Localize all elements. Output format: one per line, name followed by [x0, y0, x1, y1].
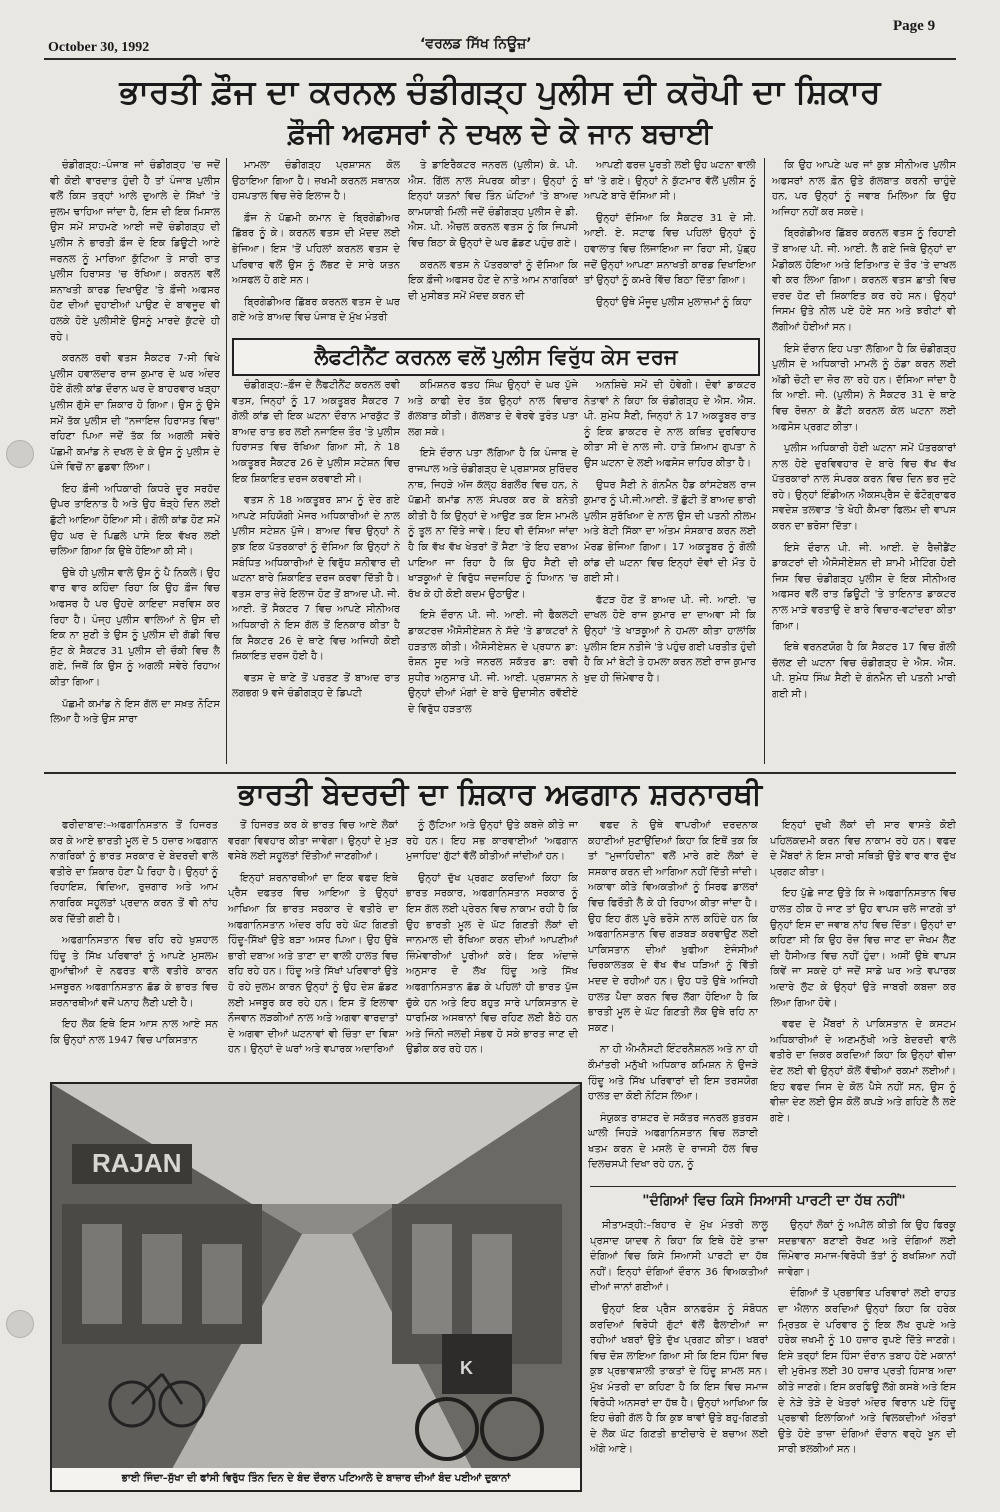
paragraph: ਫਰੀਦਾਬਾਦ:–ਅਫਗਾਨਿਸਤਾਨ ਤੋਂ ਹਿਜਰਤ ਕਰ ਕੇ ਆਏ ਭਾਰਤੀ ਮੂਲ ਦੇ 5 ਹਜ਼ਾਰ ਅਫਗਾਨ ਨਾਗਰਿਕਾਂ ਨੂੰ ਭਾਰਤ ਸਰਕਾਰ ਦੇ ਬੇਦਰਦੀ ਵਾਲੇ ਵਤੀਰੇ ਦਾ ਸ਼ਿਕਾਰ ਹੋਣਾ ਪੈ ਰਿਹਾ ਹੈ। ਉਨ੍ਹਾਂ ਨੂੰ ਰਿਹਾਇਸ਼, ਵਿਦਿਆ, ਰੁਜ਼ਗਾਰ ਅਤੇ ਆਮ ਨਾਗਰਿਕ ਸਹੂਲਤਾਂ ਪ੍ਰਦਾਨ ਕਰਨ ਤੋਂ ਵੀ ਨਾਂਹ ਕਰ ਦਿੱਤੀ ਗਈ ਹੈ।	[50, 820, 218, 925]
street-photo	[50, 1082, 582, 1471]
paragraph: ਇਹ ਫ਼ੌਜੀ ਅਧਿਕਾਰੀ ਕਿਧਰੇ ਦੂਰ ਸਰਹੱਦ ਉਪਰ ਤਾਇਨਾਤ ਹੈ ਅਤੇ ਉਹ ਥੋੜ੍ਹੇ ਦਿਨ ਲਈ ਛੁੱਟੀ ਆਇਆ ਹੋਇਆ ਸੀ। ਗੋਲੀ ਕਾਂਡ ਹੋਣ ਸਮੇਂ ਉਹ ਘਰ ਦੇ ਪਿਛਲੇ ਪਾਸੇ ਇਕ ਵੱਖਰ ਲਈ ਚਲਿਆ ਗਿਆ ਕਿ ਉਥੇ ਹੋਇਆ ਕੀ ਸੀ।	[50, 483, 220, 558]
paragraph: ਉਨ੍ਹਾਂ ਉਥੇ ਮੌਜੂਦ ਪੁਲੀਸ ਮੁਲਾਜ਼ਮਾਂ ਨੂੰ ਕਿਹਾ	[596, 296, 752, 308]
header-rule	[44, 58, 956, 60]
column-rule	[764, 158, 765, 764]
paragraph: ਇਹ ਲੋਕ ਇਥੇ ਇਸ ਆਸ ਨਾਲ ਆਏ ਸਨ ਕਿ ਉਨ੍ਹਾਂ ਨਾਲ 1947 ਵਿਚ ਪਾਕਿਸਤਾਨ	[50, 1019, 218, 1046]
column-rule	[226, 158, 227, 764]
story3-col3	[406, 818, 578, 1074]
paragraph: ਵਫਦ ਦੇ ਮੈਂਬਰਾਂ ਨੇ ਪਾਕਿਸਤਾਨ ਦੇ ਕਸਟਮ ਅਧਿਕਾਰੀਆਂ ਦੇ ਅਣਮਨੁੱਖੀ ਅਤੇ ਬੇਦਰਦੀ ਵਾਲੇ ਵਤੀਰੇ ਦਾ ਜ਼ਿਕਰ ਕਰਦਿਆਂ ਕਿਹਾ ਕਿ ਉਨ੍ਹਾਂ ਵੀਜ਼ਾ ਦੇਣ ਲਈ ਵੀ ਉਨ੍ਹਾਂ ਕੋਲੋਂ ਵੱਢੀਆਂ ਰਕਮਾਂ ਲਈਆਂ। ਇਹ ਵਫਦ ਜਿਸ ਦੇ ਕੋਲ ਪੈਸੇ ਨਹੀਂ ਸਨ, ਉਸ ਨੂੰ ਵੀਜ਼ਾ ਦੇਣ ਲਈ ਉਸ ਕੋਲੋਂ ਕਪੜੇ ਅਤੇ ਗਹਿਣੇ ਲੈ ਲਏ ਗਏ।	[770, 1019, 956, 1124]
paragraph: ਦੰਗਿਆਂ ਤੋਂ ਪ੍ਰਭਾਵਿਤ ਪਰਿਵਾਰਾਂ ਲਈ ਰਾਹਤ ਦਾ ਐਲਾਨ ਕਰਦਿਆਂ ਉਨ੍ਹਾਂ ਕਿਹਾ ਕਿ ਹਰੇਕ ਮ੍ਰਿਤਕ ਦੇ ਪਰਿਵਾਰ ਨੂੰ ਇਕ ਲੱਖ ਰੁਪਏ ਅਤੇ ਹਰੇਕ ਜ਼ਖਮੀ ਨੂੰ 10 ਹਜ਼ਾਰ ਰੁਪਏ ਦਿੱਤੇ ਜਾਣਗੇ। ਇਸੇ ਤਰ੍ਹਾਂ ਇਸ ਹਿੰਸਾ ਦੌਰਾਨ ਤਬਾਹ ਹੋਏ ਮਕਾਨਾਂ ਦੀ ਮੁਰੰਮਤ ਲਈ 30 ਹਜ਼ਾਰ ਪ੍ਰਤੀ ਹਿਸਾਬ ਅਦਾ ਕੀਤੇ ਜਾਣਗੇ। ਇਸ ਕਰਫਿਊ ਲੱਗੇ ਕਸਬੇ ਅਤੇ ਇਸ ਦੇ ਨੇੜੇ ਤੇੜੇ ਦੇ ਖੇਤਰਾਂ ਅੰਦਰ ਵਿਰਾਨ ਪਏ ਹਿੰਦੂ ਪ੍ਰਭਾਵੀ ਇਲਾਕਿਆਂ ਅਤੇ ਵਿਲਕਦੀਆਂ ਔਰਤਾਂ ਉਤੇ ਹੋਏ ਤਾਜ਼ਾ ਦੰਗਿਆਂ ਦੌਰਾਨ ਵਰ੍ਹੇ ਖੂਨ ਦੀ ਸਾਰੀ ਝਲਕੀਆਂ ਸਨ।	[778, 1288, 956, 1456]
paragraph: ਪੁਲੀਸ ਅਧਿਕਾਰੀ ਹੋਈ ਘਟਨਾ ਸਮੇਂ ਪੱਤਰਕਾਰਾਂ ਨਾਲ ਹੋਏ ਦੁਰਵਿਵਹਾਰ ਦੇ ਬਾਰੇ ਵਿਚ ਵੱਖ ਵੱਖ ਪੱਤਰਕਾਰਾਂ ਨਾਲ ਸੰਪਰਕ ਕਰਨ ਵਿਚ ਦਿਨ ਭਰ ਜੁਟੇ ਰਹੇ। ਉਨ੍ਹਾਂ ਇੰਡੀਅਨ ਐਕਸਪ੍ਰੈਸ ਦੇ ਫੋਟੋਗ੍ਰਾਫਰ ਸਵਦੇਸ਼ ਤਲਵਾੜ 'ਤੇ ਖੋਹੀ ਕੈਮਰਾ ਫਿਲਮ ਦੀ ਵਾਪਸ ਕਰਨ ਦਾ ਭਰੋਸਾ ਦਿੱਤਾ।	[772, 443, 956, 533]
story3-col4	[588, 818, 758, 1184]
paragraph: ਕਰਨਲ ਵਤਸ ਨੇ ਪੱਤਰਕਾਰਾਂ ਨੂੰ ਦੱਸਿਆ ਕਿ ਇਕ ਫ਼ੌਜੀ ਅਫਸਰ ਹੋਣ ਦੇ ਨਾਤੇ ਆਮ ਨਾਗਰਿਕਾਂ ਦੀ ਮੁਸੀਬਤ ਸਮੇਂ ਮੱਦਦ ਕਰਨ ਦੀ	[408, 259, 578, 302]
story1-col2	[232, 158, 400, 334]
paragraph: ਬ੍ਰਿਗੇਡੀਅਰ ਛਿੱਬਰ ਕਰਨਲ ਵਤਸ ਦੇ ਘਰ ਗਏ ਅਤੇ ਬਾਅਦ ਵਿਚ ਪੰਜਾਬ ਦੇ ਮੁੱਖ ਮੰਤਰੀ	[232, 296, 400, 324]
story3-headline: ਭਾਰਤੀ ਬੇਦਰਦੀ ਦਾ ਸ਼ਿਕਾਰ ਅਫਗਾਨ ਸ਼ਰਨਾਰਥੀ	[238, 777, 762, 812]
paragraph: ਤੋਂ ਹਿਜਰਤ ਕਰ ਕੇ ਭਾਰਤ ਵਿਚ ਆਏ ਲੋਕਾਂ ਵਰਗਾ ਵਿਵਹਾਰ ਕੀਤਾ ਜਾਵੇਗਾ। ਉਨ੍ਹਾਂ ਦੇ ਮੁੜ ਵਸੇਬੇ ਲਈ ਸਹੂਲਤਾਂ ਦਿੱਤੀਆਂ ਜਾਣਗੀਆਂ।	[228, 820, 398, 863]
paragraph: ਇਨ੍ਹਾਂ ਦੁਖੀ ਲੋਕਾਂ ਦੀ ਸਾਰ ਵਾਸਤੇ ਕੋਈ ਪਹਿਲਕਦਮੀ ਕਰਨ ਵਿਚ ਨਾਕਾਮ ਰਹੇ ਹਨ। ਵਫਦ ਦੇ ਮੈਂਬਰਾਂ ਨੇ ਇਸ ਸਾਰੀ ਸਥਿਤੀ ਉਤੇ ਵਾਰ ਵਾਰ ਦੁੱਖ ਪ੍ਰਗਟ ਕੀਤਾ।	[770, 820, 956, 878]
paragraph: ਇਸੇ ਦੌਰਾਨ ਪੀ. ਜੀ. ਆਈ. ਜੀ ਫੈਕਲਟੀ ਡਾਕਟਰਜ਼ ਐਸੋਸੀਏਸ਼ਨ ਨੇ ਸੱਦੇ 'ਤੇ ਡਾਕਟਰਾਂ ਨੇ ਹੜਤਾਲ ਕੀਤੀ। ਐਸੋਸੀਏਸ਼ਨ ਦੇ ਪ੍ਰਧਾਨ ਡਾ: ਰੋਸ਼ਨ ਸੂਦ ਅਤੇ ਜਨਰਲ ਸਕੱਤਰ ਡਾ: ਰਵੀ ਸੁਧੀਰ ਅਨੁਸਾਰ ਪੀ. ਜੀ. ਆਈ. ਪ੍ਰਸ਼ਾਸਨ ਨੇ ਉਨ੍ਹਾਂ ਦੀਆਂ ਮੰਗਾਂ ਦੇ ਬਾਰੇ ਉਦਾਸੀਨ ਰਵੱਈਏ ਦੇ ਵਿਰੁੱਧ ਹੜਤਾਲ	[408, 610, 578, 715]
story2-headline: ਲੈਫਟੀਨੈਂਟ ਕਰਨਲ ਵਲੋਂ ਪੁਲੀਸ ਵਿਰੁੱਧ ਕੇਸ ਦਰਜ	[232, 338, 760, 376]
paragraph: ਉਨ੍ਹਾਂ ਦੱਸਿਆ ਕਿ ਸੈਕਟਰ 31 ਦੇ ਸੀ. ਆਈ. ਏ. ਸਟਾਫ ਵਿਚ ਪਹਿਲਾਂ ਉਨ੍ਹਾਂ ਨੂੰ ਹਵਾਲਾਤ ਵਿਚ ਲਿਜਾਇਆ ਜਾ ਰਿਹਾ ਸੀ, ਪੁੱਛ੍ਹ ਜਦੋਂ ਉਨ੍ਹਾਂ ਆਪਣਾ ਸ਼ਨਾਖਤੀ ਕਾਰਡ ਦਿਖਾਇਆ ਤਾਂ ਉਨ੍ਹਾਂ ਨੂੰ ਕਮਰੇ ਵਿੱਚ ਬਿਠਾ ਦਿੱਤਾ ਗਿਆ।	[584, 212, 756, 287]
story4-headline: "ਦੰਗਿਆਂ ਵਿਚ ਕਿਸੇ ਸਿਆਸੀ ਪਾਰਟੀ ਦਾ ਹੱਥ ਨਹੀਂ"	[642, 1193, 906, 1209]
story2-col2	[408, 378, 578, 778]
paragraph: ਇਸੇ ਦੌਰਾਨ ਇਹ ਪਤਾ ਲੱਗਿਆ ਹੈ ਕਿ ਚੰਡੀਗੜ੍ਹ ਪੁਲੀਸ ਦੇ ਅਧਿਕਾਰੀ ਮਾਮਲੇ ਨੂੰ ਠੰਡਾ ਕਰਨ ਲਈ ਅੱਡੀ ਚੋਟੀ ਦਾ ਜ਼ੋਰ ਲਾ ਰਹੇ ਹਨ। ਦੱਸਿਆ ਜਾਂਦਾ ਹੈ ਕਿ ਆਈ. ਜੀ. (ਪੁਲੀਸ) ਨੇ ਸੈਕਟਰ 31 ਦੇ ਥਾਣੇ ਵਿਚ ਰੋਜ਼ਨਾ ਕੇ ਡੈਂਟੀ ਕਰਨਲ ਕੋਲ ਘਟਨਾ ਲਈ ਅਫਸੋਸ ਪ੍ਰਗਟ ਕੀਤਾ।	[772, 343, 956, 433]
story3-col5	[770, 818, 956, 1184]
paragraph: ਉਨ੍ਹਾਂ ਇਕ ਪ੍ਰੈਸ ਕਾਨਫਰੰਸ ਨੂੰ ਸੰਬੋਧਨ ਕਰਦਿਆਂ ਵਿਰੋਧੀ ਗੁੱਟਾਂ ਵੱਲੋਂ ਫੈਲਾਈਆਂ ਜਾ ਰਹੀਆਂ ਖਬਰਾਂ ਉਤੇ ਦੁੱਖ ਪ੍ਰਗਟ ਕੀਤਾ। ਖਬਰਾਂ ਵਿਚ ਦੋਸ਼ ਲਾਇਆ ਗਿਆ ਸੀ ਕਿ ਇਸ ਹਿੰਸਾ ਵਿਚ ਕੁਝ ਪ੍ਰਭਾਵਸ਼ਾਲੀ ਤਾਕਤਾਂ ਦੇ ਹਿੰਦੂ ਸ਼ਾਮਲ ਸਨ। ਮੁੱਖ ਮੰਤਰੀ ਦਾ ਕਹਿਣਾ ਹੈ ਕਿ ਇਸ ਵਿਚ ਸਮਾਜ ਵਿਰੋਧੀ ਅਨਸਰਾਂ ਦਾ ਹੱਥ ਹੈ। ਉਨ੍ਹਾਂ ਆਖਿਆ ਕਿ ਇਹ ਚੰਗੀ ਗੱਲ ਹੈ ਕਿ ਕੁਝ ਥਾਵਾਂ ਉਤੇ ਬਹੁ-ਗਿਣਤੀ ਦੇ ਲੋਕ ਘੱਟ ਗਿਣਤੀ ਭਾਈਚਾਰੇ ਦੇ ਬਚਾਅ ਲਈ ਅੱਗੇ ਆਏ।	[590, 1303, 768, 1456]
paragraph: ਚੰਡੀਗੜ੍ਹ:–ਪੰਜਾਬ ਜਾਂ ਚੰਡੀਗੜ੍ਹ 'ਚ ਜਦੋਂ ਵੀ ਕੋਈ ਵਾਰਦਾਤ ਹੁੰਦੀ ਹੈ ਤਾਂ ਪੰਜਾਬ ਪੁਲੀਸ ਵਲੋਂ ਕਿਸ ਤਰ੍ਹਾਂ ਆਲੇ ਦੁਆਲੇ ਦੇ ਸਿੱਖਾਂ 'ਤੇ ਜ਼ੁਲਮ ਢਾਹਿਆ ਜਾਂਦਾ ਹੈ, ਇਸ ਦੀ ਇਕ ਮਿਸਾਲ ਉਸ ਸਮੇਂ ਸਾਹਮਣੇ ਆਈ ਜਦੋਂ ਚੰਡੀਗੜ੍ਹ ਦੀ ਪੁਲੀਸ ਨੇ ਭਾਰਤੀ ਫ਼ੌਜ ਦੇ ਇਕ ਡਿਊਟੀ ਆਏ ਜਰਨਲ ਨੂੰ ਮਾਰਿਆ ਕੁੱਟਿਆ ਤੇ ਸਾਰੀ ਰਾਤ ਪੁਲੀਸ ਹਿਰਾਸਤ 'ਚ ਰੱਖਿਆ। ਕਰਨਲ ਵਲੋਂ ਸ਼ਨਾਖਤੀ ਕਾਰਡ ਦਿਖਾਉਣ 'ਤੇ ਫ਼ੌਜੀ ਅਫਸਰ ਹੋਣ ਦੀਆਂ ਦੁਹਾਈਆਂ ਪਾਉਣ ਦੇ ਬਾਵਜੂਦ ਵੀ ਹਲਕੇ ਹੋਏ ਪੁਲੀਸੀਏ ਉਸਨੂੰ ਮਾਰਦੇ ਕੁੱਟਦੇ ਹੀ ਰਹੇ।	[50, 160, 220, 343]
paragraph: ਵਫਦ ਨੇ ਉਥੇ ਵਾਪਰੀਆਂ ਦਰਦਨਾਕ ਕਹਾਣੀਆਂ ਸੁਣਾਉਂਦਿਆਂ ਕਿਹਾ ਕਿ ਇਥੋਂ ਤਕ ਕਿ ਤਾਂ "ਮੁਜਾਹਿਦੀਨ" ਵਲੋਂ ਮਾਰੇ ਗਏ ਲੋਕਾਂ ਦੇ ਸਸਕਾਰ ਕਰਨ ਦੀ ਆਗਿਆ ਨਹੀਂ ਦਿੱਤੀ ਜਾਂਦੀ। ਅਕਾਵਾ ਕੀਤੇ ਵਿਅਕਤੀਆਂ ਨੂੰ ਸਿਰਫ ਡਾਲਰਾਂ ਵਿਚ ਫਿਰੌਤੀ ਲੈ ਕੇ ਹੀ ਰਿਹਾਅ ਕੀਤਾ ਜਾਂਦਾ ਹੈ। ਉਹ ਇਹ ਗੱਲ ਪੂਰੇ ਭਰੋਸੇ ਨਾਲ ਕਹਿੰਦੇ ਹਨ ਕਿ ਅਫਗਾਨਿਸਤਾਨ ਵਿਚ ਗੜਬੜ ਕਰਵਾਉਣ ਲਈ ਪਾਕਿਸਤਾਨ ਦੀਆਂ ਖੁਫੀਆ ਏਜੰਸੀਆਂ ਚਿਰਕਾਲਤਕ ਦੇ ਵੱਖ ਵੱਖ ਧੜਿਆਂ ਨੂੰ ਵਿੱਤੀ ਮਦਦ ਦੇ ਰਹੀਆਂ ਹਨ। ਉਹ ਧਤੋ ਉਥੇ ਅਜਿਹੀ ਹਾਲਤ ਪੈਦਾ ਕਰਨ ਵਿਚ ਲੱਗਾ ਹੋਇਆ ਹੈ ਕਿ ਭਾਰਤੀ ਮੂਲ ਦੇ ਘੱਟ ਗਿਣਤੀ ਲੋਕ ਉਥੇ ਰਹਿ ਨਾ ਸਕਣ।	[588, 820, 758, 1034]
paragraph: ਕਰਨਲ ਰਵੀ ਵਤਸ ਸੈਕਟਰ 7-ਸੀ ਵਿਖੇ ਪੁਲੀਸ ਹਵਾਲਦਾਰ ਰਾਜ ਕੁਮਾਰ ਦੇ ਘਰ ਅੰਦਰ ਹੋਏ ਗੋਲੀ ਕਾਂਡ ਦੌਰਾਨ ਘਰ ਦੇ ਬਾਹਰਵਾਰ ਖੜ੍ਹਾ ਪੁਲੀਸ ਗੁੱਸੇ ਦਾ ਸ਼ਿਕਾਰ ਹੋ ਗਿਆ। ਉਸ ਨੂੰ ਉਸੇ ਸਮੇਂ ਤੱਕ ਪੁਲੀਸ ਦੀ "ਨਜਾਇਜ਼ ਹਿਰਾਸਤ ਵਿਚ" ਰਹਿਣਾ ਪਿਆ ਜਦੋਂ ਤੱਕ ਕਿ ਅਗਲੀ ਸਵੇਰੇ ਪੱਛਮੀ ਕਮਾਂਡ ਨੇ ਦਖਲ ਦੇ ਕੇ ਉਸ ਨੂੰ ਪੁਲੀਸ ਦੇ ਪੰਜੇ ਵਿਚੋਂ ਨਾ ਛੁਡਵਾ ਲਿਆ।	[50, 353, 220, 474]
binder-hole	[6, 1310, 34, 1338]
paragraph: ਤੇ ਡਾਇਰੈਕਟਰ ਜਨਰਲ (ਪੁਲੀਸ) ਕੇ. ਪੀ. ਐਸ. ਗਿੱਲ ਨਾਲ ਸੰਪਰਕ ਕੀਤਾ। ਉਨ੍ਹਾਂ ਨੂੰ ਇਨ੍ਹਾਂ ਯਤਨਾਂ ਵਿਚ ਤਿੰਨ ਘੰਟਿਆਂ 'ਤੇ ਬਾਅਦ ਕਾਮਯਾਬੀ ਮਿਲੀ ਜਦੋਂ ਚੰਡੀਗੜ੍ਹ ਪੁਲੀਸ ਦੇ ਡੀ. ਐਸ. ਪੀ. ਐਚਲ ਕਰਨਲ ਵਤਸ ਨੂੰ ਕਿ ਜਿਪਸੀ ਵਿਚ ਬਿਠਾ ਕੇ ਉਨ੍ਹਾਂ ਦੇ ਘਰ ਛੱਡਣ ਪਹੁੰਚ ਗਏ।	[408, 160, 578, 249]
paragraph: ਉਨ੍ਹਾਂ ਦੁੱਖ ਪ੍ਰਗਟ ਕਰਦਿਆਂ ਕਿਹਾ ਕਿ ਭਾਰਤ ਸਰਕਾਰ, ਅਫਗਾਨਿਸਤਾਨ ਸਰਕਾਰ ਨੂੰ ਇਸ ਗੱਲ ਲਈ ਪ੍ਰੇਰਨ ਵਿਚ ਨਾਕਾਮ ਰਹੀ ਹੈ ਕਿ ਉਹ ਭਾਰਤੀ ਮੂਲ ਦੇ ਘੱਟ ਗਿਣਤੀ ਲੋਕਾਂ ਦੀ ਜਾਨਮਾਲ ਦੀ ਰੱਖਿਆ ਕਰਨ ਦੀਆਂ ਆਪਣੀਆਂ ਜ਼ਿੰਮੇਵਾਰੀਆਂ ਪੂਰੀਆਂ ਕਰੇ। ਇਕ ਅੰਦਾਜ਼ੇ ਅਨੁਸਾਰ ਦੋ ਲੱਖ ਹਿੰਦੂ ਅਤੇ ਸਿੱਖ ਅਫਗਾਨਿਸਤਾਨ ਛੱਡ ਕੇ ਪਹਿਲਾਂ ਹੀ ਭਾਰਤ ਪੁੱਜ ਚੁੱਕੇ ਹਨ ਅਤੇ ਇਹ ਬਹੁਤ ਸਾਰੇ ਪਾਕਿਸਤਾਨ ਦੇ ਧਾਰਮਿਕ ਅਸਥਾਨਾਂ ਵਿਚ ਰਹਿਣ ਲਈ ਬੈਠੇ ਹਨ ਅਤੇ ਜਿੰਨੀ ਜਲਦੀ ਸੰਭਵ ਹੋ ਸਕੇ ਭਾਰਤ ਜਾਣ ਦੀ ਉਡੀਕ ਕਰ ਰਹੇ ਹਨ।	[406, 872, 578, 1056]
issue-date: October 30, 1992	[48, 40, 150, 55]
story1-col1	[50, 158, 220, 764]
paragraph: ਨਾ ਹੀ ਐਮਨੈਸਟੀ ਇੰਟਰਨੈਸ਼ਨਲ ਅਤੇ ਨਾ ਹੀ ਕੌਮਾਂਤਰੀ ਮਨੁੱਖੀ ਅਧਿਕਾਰ ਕਮਿਸ਼ਨ ਨੇ ਉਜੜੇ ਹਿੰਦੂ ਅਤੇ ਸਿੱਖ ਪਰਿਵਾਰਾਂ ਦੀ ਇਸ ਤਰਸਯੋਗ ਹਾਲਤ ਦਾ ਕੋਈ ਨੋਟਿਸ ਲਿਆ।	[588, 1044, 758, 1103]
story1-col3	[408, 158, 578, 334]
paragraph: ਉਧਰ ਸੈਣੀ ਨੇ ਗੰਨਮੈਨ ਹੈਡ ਕਾਂਸਟੇਬਲ ਰਾਜ ਕੁਮਾਰ ਨੂੰ ਪੀ.ਜੀ.ਆਈ. ਤੋਂ ਛੁੱਟੀ ਤੋਂ ਬਾਅਦ ਭਾਰੀ ਪੁਲੀਸ ਸੁਰੱਖਿਆ ਦੇ ਨਾਲ ਉਸ ਦੀ ਪਤਨੀ ਨੀਲਮ ਅਤੇ ਬੇਟੀ ਸਿੱਕਾ ਦਾ ਅੰਤਮ ਸੰਸਕਾਰ ਕਰਨ ਲਈ ਮੋਰਡ ਭੇਜਿਆ ਗਿਆ। 17 ਅਕਤੂਬਰ ਨੂੰ ਗੋਲੀ ਕਾਂਡ ਦੀ ਘਟਨਾ ਵਿਚ ਇਨ੍ਹਾਂ ਦੋਵਾਂ ਦੀ ਮੌਤ ਹੋ ਗਈ ਸੀ।	[584, 479, 756, 585]
rickshaw-plate-text: K	[460, 1358, 473, 1378]
binder-hole	[6, 440, 34, 468]
story3-col2	[228, 818, 398, 1074]
paragraph: ਬ੍ਰਿਗੇਡੀਅਰ ਛਿੱਬਰ ਕਰਨਲ ਵਤਸ ਨੂੰ ਰਿਹਾਈ ਤੋਂ ਬਾਅਦ ਪੀ. ਜੀ. ਆਈ. ਲੈ ਗਏ ਜਿਥੇ ਉਨ੍ਹਾਂ ਦਾ ਮੈਡੀਕਲ ਹੋਇਆ ਅਤੇ ਇਤਿਆਤ ਦੇ ਤੌਰ 'ਤੇ ਦਾਖਲ ਵੀ ਕਰ ਲਿਆ ਗਿਆ। ਕਰਨਲ ਵਤਸ ਛਾਤੀ ਵਿਚ ਦਰਦ ਹੋਣ ਦੀ ਸ਼ਿਕਾਇਤ ਕਰ ਰਹੇ ਸਨ। ਉਨ੍ਹਾਂ ਜਿਸਮ ਉਤੇ ਨੀਲ ਪਏ ਹੋਏ ਸਨ ਅਤੇ ਝਰੀਟਾਂ ਵੀ ਲੱਗੀਆਂ ਹੋਈਆਂ ਸਨ।	[772, 228, 956, 333]
section-rule	[590, 1186, 956, 1187]
paragraph: ਕਿ ਉਹ ਆਪਣੇ ਘਰ ਜਾਂ ਕੁਝ ਸੀਨੀਅਰ ਪੁਲੀਸ ਅਫਸਰਾਂ ਨਾਲ ਫ਼ੋਨ ਉਤੇ ਗੱਲਬਾਤ ਕਰਨੀ ਚਾਹੁੰਦੇ ਹਨ, ਪਰ ਉਨ੍ਹਾਂ ਨੂੰ ਜਵਾਬ ਮਿਲਿਆ ਕਿ ਉਹ ਅਜਿਹਾ ਨਹੀਂ ਕਰ ਸਕਦੇ।	[772, 160, 956, 218]
paragraph: ਪੱਛਮੀ ਕਮਾਂਡ ਨੇ ਇਸ ਗੱਲ ਦਾ ਸਖ਼ਤ ਨੋਟਿਸ ਲਿਆ ਹੈ ਅਤੇ ਉਸ ਸਾਰਾ	[50, 698, 220, 726]
paragraph: ਚੰਡੀਗੜ੍ਹ:–ਫ਼ੌਜ ਦੇ ਲੈਫਟੀਨੈਂਟ ਕਰਨਲ ਰਵੀ ਵਤਸ, ਜਿਨ੍ਹਾਂ ਨੂੰ 17 ਅਕਤੂਬਰ ਸੈਕਟਰ 7 ਗੋਲੀ ਕਾਂਡ ਦੀ ਇਕ ਘਟਨਾ ਦੌਰਾਨ ਮਾਰਕੁੱਟ ਤੋਂ ਬਾਅਦ ਰਾਤ ਭਰ ਲਈ ਨਜਾਇਜ਼ ਤੌਰ 'ਤੇ ਪੁਲੀਸ ਹਿਰਾਸਤ ਵਿਚ ਰੱਖਿਆ ਗਿਆ ਸੀ, ਨੇ 18 ਅਕਤੂਬਰ ਸੈਕਟਰ 26 ਦੇ ਪੁਲੀਸ ਸਟੇਸ਼ਨ ਵਿਚ ਇਕ ਸ਼ਿਕਾਇਤ ਦਰਜ ਕਰਵਾਈ ਸੀ।	[232, 380, 400, 485]
story4-col2	[778, 1218, 956, 1490]
story1-headline: ਭਾਰਤੀ ਫ਼ੌਜ ਦਾ ਕਰਨਲ ਚੰਡੀਗੜ੍ਹ ਪੁਲੀਸ ਦੀ ਕਰੋਪੀ ਦਾ ਸ਼ਿਕਾਰ	[119, 72, 881, 111]
paragraph: ਇਨ੍ਹਾਂ ਸ਼ਰਨਾਰਥੀਆਂ ਦਾ ਇਕ ਵਫਦ ਇਥੇ ਪ੍ਰੈਸ ਦਫਤਰ ਵਿਚ ਆਇਆ ਤੇ ਉਨ੍ਹਾਂ ਆਖਿਆ ਕਿ ਭਾਰਤ ਸਰਕਾਰ ਦੇ ਵਤੀਰੇ ਦਾ ਅਫਗਾਨਿਸਤਾਨ ਅੰਦਰ ਰਹਿ ਰਹੇ ਘੱਟ ਗਿਣਤੀ ਹਿੰਦੂ-ਸਿੱਖਾਂ ਉਤੇ ਬੜਾ ਅਸਰ ਪਿਆ। ਉਹ ਉਥੇ ਭਾਰੀ ਦਬਾਅ ਅਤੇ ਤਾਣਾ ਦਾ ਵਾਲੀ ਹਾਲਤ ਵਿਚ ਰਹਿ ਰਹੇ ਹਨ। ਹਿੰਦੂ ਅਤੇ ਸਿੱਖਾਂ ਪਰਿਵਾਰਾਂ ਉਤੇ ਹੋ ਰਹੇ ਜ਼ੁਲਮ ਕਾਰਨ ਉਨ੍ਹਾਂ ਨੂੰ ਉਹ ਦੇਸ਼ ਛੱਡਣ ਲਈ ਮਜਬੂਰ ਕਰ ਰਹੇ ਹਨ। ਇਸ ਤੋਂ ਇਲਾਵਾ ਨੌਜਵਾਨ ਲੜਕੀਆਂ ਨਾਲ ਅਤੇ ਅਗਵਾ ਵਾਰਦਾਤਾਂ ਦੇ ਅਗਵਾ ਦੀਆਂ ਘਟਨਾਵਾਂ ਵੀ ਚਿੰਤਾ ਦਾ ਵਿਸ਼ਾ ਹਨ। ਉਨ੍ਹਾਂ ਦੇ ਘਰਾਂ ਅਤੇ ਵਪਾਰਕ ਅਦਾਰਿਆਂ	[228, 872, 398, 1056]
story4-col1	[590, 1218, 768, 1490]
bazaar-scene-illustration	[52, 1084, 580, 1469]
story2-col3	[584, 378, 756, 778]
paragraph: ਅਨਸ਼ਿਚੇ ਸਮੇਂ ਦੀ ਹੋਵੇਗੀ। ਦੋਵਾਂ ਡਾਕਟਰ ਨੇਤਾਵਾਂ ਨੇ ਕਿਹਾ ਕਿ ਚੰਡੀਗੜ੍ਹ ਦੇ ਐਸ. ਐਸ. ਪੀ. ਸੁਮੇਧ ਸੈਣੀ, ਜਿਨ੍ਹਾਂ ਨੇ 17 ਅਕਤੂਬਰ ਰਾਤ ਨੂੰ ਇਕ ਡਾਕਟਰ ਦੇ ਨਾਲ ਕਥਿਤ ਦੁਰਵਿਹਾਰ ਕੀਤਾ ਸੀ ਦੇ ਨਾਲ ਜੀ. ਹਾਤੇ ਸ਼ਿਆਮ ਗੁਪਤਾ ਨੇ ਉਸ ਘਟਨਾ ਦੇ ਲਈ ਅਫਸੋਸ ਜ਼ਾਹਿਰ ਕੀਤਾ ਹੈ।	[584, 380, 756, 469]
page-number: Page 9	[893, 18, 936, 34]
paragraph: ਉਨ੍ਹਾਂ ਲੋਕਾਂ ਨੂੰ ਅਪੀਲ ਕੀਤੀ ਕਿ ਉਹ ਫਿਰਕੂ ਸਦਭਾਵਨਾ ਬਣਾਈ ਰੱਖਣ ਅਤੇ ਦੰਗਿਆਂ ਲਈ ਜ਼ਿੰਮੇਵਾਰ ਸਮਾਜ-ਵਿਰੋਧੀ ਤੱਤਾਂ ਨੂੰ ਬਖਸ਼ਿਆ ਨਹੀਂ ਜਾਵੇਗਾ।	[778, 1220, 956, 1278]
paragraph: ਸੰਯੁਕਤ ਰਾਸ਼ਟਰ ਦੇ ਸਕੱਤਰ ਜਨਰਲ ਬੁਤਰਸ ਘਾਲੀ ਜਿਹੜੇ ਅਫਗਾਨਿਸਤਾਨ ਵਿਚ ਲੜਾਈ ਖਤਮ ਕਰਨ ਦੇ ਮਸਲੇ ਦੇ ਰਾਜਸੀ ਹੱਲ ਵਿਚ ਦਿਲਚਸਪੀ ਦਿਖਾ ਰਹੇ ਹਨ, ਨੂੰ	[588, 1112, 758, 1171]
paragraph: ਵਤਸ ਨੇ 18 ਅਕਤੂਬਰ ਸ਼ਾਮ ਨੂੰ ਦੇਰ ਗਏ ਆਪਣੇ ਸਹਿਯੋਗੀ ਮੇਜਰ ਅਧਿਕਾਰੀਆਂ ਦੇ ਨਾਲ ਪੁਲੀਸ ਸਟੇਸ਼ਨ ਪੁੱਜੇ। ਬਾਅਦ ਵਿਚ ਉਨ੍ਹਾਂ ਨੇ ਕੁਝ ਇਕ ਪੱਤਰਕਾਰਾਂ ਨੂੰ ਦੱਸਿਆ ਕਿ ਉਨ੍ਹਾਂ ਨੇ ਸਬੰਧਿਤ ਅਧਿਕਾਰੀਆਂ ਦੇ ਵਿਰੁੱਧ ਸ਼ਨੀਵਾਰ ਦੀ ਘਟਨਾ ਬਾਰੇ ਸ਼ਿਕਾਇਤ ਦਰਜ ਕਰਵਾ ਦਿੱਤੀ ਹੈ। ਵਤਸ ਰਾਤ ਜ਼ੇਰੇ ਇਲਾਜ ਹੋਣ ਤੋਂ ਬਾਅਦ ਪੀ. ਜੀ. ਆਈ. ਤੋਂ ਸੈਕਟਰ 7 ਵਿਚ ਆਪਣੇ ਸੀਨੀਅਰ ਅਧਿਕਾਰੀ ਨੇ ਇਸ ਗੱਲ ਤੋਂ ਇਨਕਾਰ ਕੀਤਾ ਹੈ ਕਿ ਸੈਕਟਰ 26 ਦੇ ਥਾਣੇ ਵਿਚ ਅਜਿਹੀ ਕੋਈ ਸ਼ਿਕਾਇਤ ਦਰਜ ਹੋਈ ਹੈ।	[232, 495, 400, 663]
story3-col1	[50, 818, 218, 1074]
paragraph: ਸੀਤਾਮੜ੍ਹੀ:–ਬਿਹਾਰ ਦੇ ਮੁੱਖ ਮੰਤਰੀ ਲਾਲੂ ਪ੍ਰਸਾਦ ਯਾਦਵ ਨੇ ਕਿਹਾ ਕਿ ਇਥੇ ਹੋਏ ਤਾਜ਼ਾ ਦੰਗਿਆਂ ਵਿਚ ਕਿਸੇ ਸਿਆਸੀ ਪਾਰਟੀ ਦਾ ਹੱਥ ਨਹੀਂ। ਇਨ੍ਹਾਂ ਦੰਗਿਆਂ ਦੌਰਾਨ 36 ਵਿਅਕਤੀਆਂ ਦੀਆਂ ਜਾਨਾਂ ਗਈਆਂ।	[590, 1220, 768, 1294]
paragraph: ਇਸੇ ਦੌਰਾਨ ਪੀ. ਜੀ. ਆਈ. ਦੇ ਰੈਜ਼ੀਡੈਂਟ ਡਾਕਟਰਾਂ ਦੀ ਐਸੋਸੀਏਸ਼ਨ ਦੀ ਸ਼ਾਮੀ ਮੀਟਿੰਗ ਹੋਈ ਜਿਸ ਵਿਚ ਚੰਡੀਗੜ੍ਹ ਪੁਲੀਸ ਦੇ ਇਕ ਸੀਨੀਅਰ ਅਫਸਰ ਵਲੋਂ ਰਾਤ ਡਿਊਟੀ 'ਤੇ ਤਾਇਨਾਤ ਡਾਕਟਰ ਨਾਲ ਮਾੜੇ ਵਰਤਾਉ ਦੇ ਬਾਰੇ ਵਿਚਾਰ-ਵਟਾਂਦਰਾ ਕੀਤਾ ਗਿਆ।	[772, 542, 956, 632]
masthead: ‘ਵਰਲਡ ਸਿੱਖ ਨਿਊਜ਼’	[420, 36, 532, 52]
paragraph: ਫੱਟੜ ਹੋਣ ਤੋਂ ਬਾਅਦ ਪੀ. ਜੀ. ਆਈ. 'ਚ ਦਾਖਲ ਹੋਏ ਰਾਜ ਕੁਮਾਰ ਦਾ ਦਾਅਵਾ ਸੀ ਕਿ ਉਨ੍ਹਾਂ 'ਤੇ ਖਾੜਕੂਆਂ ਨੇ ਹਮਲਾ ਕੀਤਾ ਹਾਲਾਂਕਿ ਪੁਲੀਸ ਇਸ ਨਤੀਜੇ 'ਤੇ ਪਹੁੰਚ ਗਈ ਪਰਤੀਤ ਹੁੰਦੀ ਹੈ ਕਿ ਮਾਂ ਬੇਟੀ ਤੇ ਹਮਲਾ ਕਰਨ ਲਈ ਰਾਜ ਕੁਮਾਰ ਖੁਦ ਹੀ ਜ਼ਿੰਮੇਵਾਰ ਹੈ।	[584, 594, 756, 684]
paragraph: ਇਥੇ ਵਰਨਣਯੋਗ ਹੈ ਕਿ ਸੈਕਟਰ 17 ਵਿਚ ਗੋਲੀ ਚੱਲਣ ਦੀ ਘਟਨਾ ਵਿਚ ਚੰਡੀਗੜ੍ਹ ਦੇ ਐਸ. ਐਸ. ਪੀ. ਸੁਮੇਧ ਸਿੰਘ ਸੈਣੀ ਦੇ ਗੰਨਮੈਨ ਦੀ ਪਤਨੀ ਮਾਰੀ ਗਈ ਸੀ।	[772, 642, 956, 700]
paragraph: ਆਪਣੀ ਫਰਜ਼ ਪੂਰਤੀ ਲਈ ਉਹ ਘਟਨਾ ਵਾਲੀ ਥਾਂ 'ਤੇ ਗਏ। ਉਨ੍ਹਾਂ ਨੇ ਕੁੱਟਮਾਰ ਵੱਲੋਂ ਪੁਲੀਸ ਨੂੰ ਆਪਣੇ ਬਾਰੇ ਦੱਸਿਆ ਸੀ।	[584, 160, 756, 203]
paragraph: ਮਾਮਲਾ ਚੰਡੀਗੜ੍ਹ ਪ੍ਰਸ਼ਾਸਨ ਕੋਲ ਉਠਾਇਆ ਗਿਆ ਹੈ। ਜ਼ਖਮੀ ਕਰਨਲ ਸਥਾਨਕ ਹਸਪਤਾਲ ਵਿਚ ਜ਼ੇਰੇ ਇਲਾਜ ਹੈ।	[232, 160, 400, 203]
paragraph: ਅਫਗਾਨਿਸਤਾਨ ਵਿਚ ਰਹਿ ਰਹੇ ਖੁਸ਼ਹਾਲ ਹਿੰਦੂ ਤੇ ਸਿੱਖ ਪਰਿਵਾਰਾਂ ਨੂੰ ਆਪਣੇ ਮੁਸਲਮ ਗੁਆਂਢੀਆਂ ਦੇ ਨਫਰਤ ਵਾਲੇ ਵਤੀਰੇ ਕਾਰਨ ਮਜਬੂਰਨ ਅਫਗਾਨਿਸਤਾਨ ਛੱਡ ਕੇ ਭਾਰਤ ਵਿਚ ਸ਼ਰਨਾਰਥੀਆਂ ਵਜੋਂ ਪਨਾਹ ਲੈਣੀ ਪਈ ਹੈ।	[50, 935, 218, 1009]
paragraph: ਇਹ ਪੁੱਛੇ ਜਾਣ ਉਤੇ ਕਿ ਜੇ ਅਫਗਾਨਿਸਤਾਨ ਵਿਚ ਹਾਲਤ ਠੀਕ ਹੋ ਜਾਣ ਤਾਂ ਉਹ ਵਾਪਸ ਚਲੇ ਜਾਣਗੇ ਤਾਂ ਉਨ੍ਹਾਂ ਇਸ ਦਾ ਜਵਾਬ ਨਾਂਹ ਵਿਚ ਦਿੱਤਾ। ਉਨ੍ਹਾਂ ਦਾ ਕਹਿਣਾ ਸੀ ਕਿ ਉਹ ਰੋਜ਼ ਵਿਚ ਜਾਣ ਦਾ ਜੋਖਮ ਲੈਣ ਦੀ ਹੈਸੀਅਤ ਵਿਚ ਨਹੀਂ ਹੁੰਦਾ। ਅਸੀਂ ਉਥੇ ਵਾਪਸ ਕਿਵੇਂ ਜਾ ਸਕਦੇ ਹਾਂ ਜਦੋਂ ਸਾਡੇ ਘਰ ਅਤੇ ਵਪਾਰਕ ਅਦਾਰੇ ਲੁੱਟ ਕੇ ਉਨ੍ਹਾਂ ਉਤੇ ਜਾਬਰੀ ਕਬਜ਼ਾ ਕਰ ਲਿਆ ਗਿਆ ਹੋਵੇ।	[770, 888, 956, 1009]
paragraph: ਵਤਸ ਦੇ ਥਾਣੇ ਤੋਂ ਪਰਤਣ ਤੋਂ ਬਾਅਦ ਰਾਤ ਲਗਭਗ 9 ਵਜੇ ਚੰਡੀਗੜ੍ਹ ਦੇ ਡਿਪਟੀ	[232, 672, 400, 700]
story1-col4	[584, 158, 756, 334]
shop-sign-text: RAJAN	[92, 1148, 182, 1178]
paragraph: ਇਸੇ ਦੌਰਾਨ ਪਤਾ ਲੱਗਿਆ ਹੈ ਕਿ ਪੰਜਾਬ ਦੇ ਰਾਜਪਾਲ ਅਤੇ ਚੰਡੀਗੜ੍ਹ ਦੇ ਪ੍ਰਸ਼ਾਸਕ ਸੁਰਿੰਦਰ ਨਾਥ, ਜਿਹੜੇ ਅੱਜ ਕੱਲ੍ਹ ਬੰਗਲੌਰ ਵਿਚ ਹਨ, ਨੇ ਪੱਛਮੀ ਕਮਾਂਡ ਨਾਲ ਸੰਪਰਕ ਕਰ ਕੇ ਬਨੇਤੀ ਕੀਤੀ ਹੈ ਕਿ ਉਨ੍ਹਾਂ ਦੇ ਆਉਣ ਤਕ ਇਸ ਮਾਮਲੇ ਨੂੰ ਤੂਲ ਨਾ ਦਿੱਤੇ ਜਾਵੇ। ਇਹ ਵੀ ਦੱਸਿਆ ਜਾਂਦਾ ਹੈ ਕਿ ਵੱਖ ਵੱਖ ਖੇਤਰਾਂ ਤੋਂ ਸੈਣਾ 'ਤੇ ਇਹ ਦਬਾਅ ਪਾਇਆ ਜਾ ਰਿਹਾ ਹੈ ਕਿ ਉਹ ਸੈਣੀ ਦੀ ਖਾੜਕੂਆਂ ਦੇ ਵਿਰੁੱਧ ਜਦਜਹਿਦ ਨੂੰ ਧਿਆਨ 'ਚ ਰੱਖ ਕੇ ਹੀ ਕੋਈ ਕਦਮ ਉਠਾਉਣ।	[408, 448, 578, 600]
story1-col5	[772, 158, 956, 764]
story2-col1	[232, 378, 400, 778]
paragraph: ਨੂੰ ਲੁੱਟਿਆ ਅਤੇ ਉਨ੍ਹਾਂ ਉਤੇ ਕਬਜ਼ੇ ਕੀਤੇ ਜਾ ਰਹੇ ਹਨ। ਇਹ ਸਭ ਕਾਰਵਾਈਆਂ 'ਅਫਗਾਨ ਮੁਜਾਹਿਦ' ਗੁੱਟਾਂ ਵੱਲੋਂ ਕੀਤੀਆਂ ਜਾਂਦੀਆਂ ਹਨ।	[406, 820, 578, 863]
photo-caption: ਭਾਈ ਜਿੰਦਾ–ਸੁੱਖਾ ਦੀ ਫਾਂਸੀ ਵਿਰੁੱਧ ਤਿੰਨ ਦਿਨ ਦੇ ਬੰਦ ਦੌਰਾਨ ਪਟਿਆਲੇ ਦੇ ਬਾਜ਼ਾਰ ਦੀਆਂ ਬੰਦ ਪਈਆਂ ਦੁਕਾਨਾਂ	[50, 1468, 582, 1492]
paragraph: ਉਥੇ ਹੀ ਪੁਲੀਸ ਵਾਲੇ ਉਸ ਨੂੰ ਪੈ ਨਿਕਲੇ। ਉਹ ਵਾਰ ਵਾਰ ਕਹਿੰਦਾ ਰਿਹਾ ਕਿ ਉਹ ਫ਼ੌਜ ਵਿਚ ਅਫਸਰ ਹੈ ਪਰ ਉਹਦੇ ਕਾਇਦਾ ਸਰਵਿਸ ਕਰ ਰਿਹਾ ਹੈ। ਪੰਜ੍ਹ ਪੁਲੀਸ ਵਾਲਿਆਂ ਨੇ ਉਸ ਦੀ ਇਕ ਨਾ ਸੁਣੀ ਤੇ ਉਸ ਨੂੰ ਪੁਲੀਸ ਦੀ ਗੱਡੀ ਵਿਚ ਸੁੱਟ ਕੇ ਸੈਕਟਰ 31 ਪੁਲੀਸ ਦੀ ਚੌਕੀ ਵਿਚ ਲੈ ਗਏ, ਜਿਥੋਂ ਕਿ ਉਸ ਨੂੰ ਅਗਲੀ ਸਵੇਰੇ ਰਿਹਾਅ ਕੀਤਾ ਗਿਆ।	[50, 567, 220, 688]
paragraph: ਫ਼ੌਜ ਨੇ ਪੱਛਮੀ ਕਮਾਨ ਦੇ ਬ੍ਰਿਗੇਡੀਅਰ ਛਿੱਬਰ ਨੂੰ ਕੇ। ਕਰਨਲ ਵਤਸ ਦੀ ਮੱਦਦ ਲਈ ਭੇਜਿਆ। ਇਸ 'ਤੋਂ ਪਹਿਲਾਂ ਕਰਨਲ ਵਤਸ ਦੇ ਪਰਿਵਾਰ ਵਲੋਂ ਉਸ ਨੂੰ ਲੱਭਣ ਦੇ ਸਾਰੇ ਯਤਨ ਅਸਫਲ ਹੋ ਗਏ ਸਨ।	[232, 212, 400, 287]
story1-subhead: ਫ਼ੌਜੀ ਅਫਸਰਾਂ ਨੇ ਦਖਲ ਦੇ ਕੇ ਜਾਨ ਬਚਾਈ	[287, 117, 713, 150]
paragraph: ਕਮਿਸ਼ਨਰ ਫਤਹ ਸਿੰਘ ਉਨ੍ਹਾਂ ਦੇ ਘਰ ਪੁੱਜੇ ਅਤੇ ਕਾਫੀ ਦੇਰ ਤੱਕ ਉਨ੍ਹਾਂ ਨਾਲ ਵਿਚਾਰ ਗੱਲਬਾਤ ਕੀਤੀ। ਗੱਲਬਾਤ ਦੇ ਵੇਰਵੇ ਤੁਰੰਤ ਪਤਾ ਲਗ ਸਕੇ।	[408, 380, 578, 438]
